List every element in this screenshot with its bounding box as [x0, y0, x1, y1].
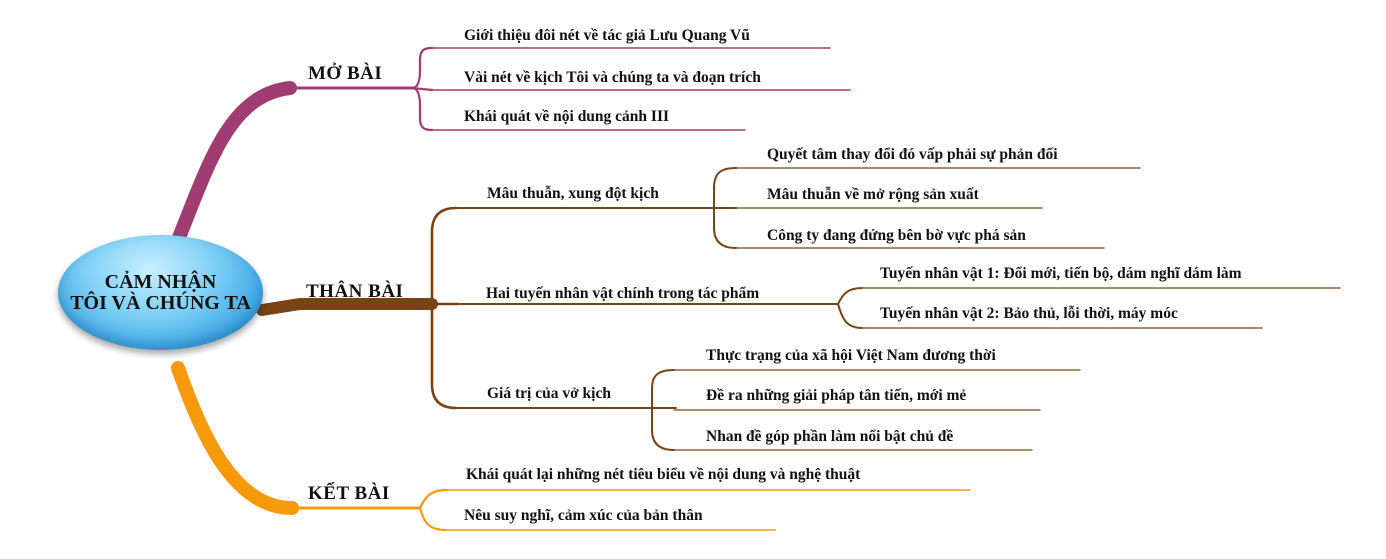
mo-bai-label: MỞ BÀI [308, 63, 383, 84]
than-bai-detail: Nhan đề góp phần làm nổi bật chủ đề [706, 428, 954, 445]
ket-bai-label: KẾT BÀI [308, 483, 390, 504]
than-bai-detail: Đề ra những giải pháp tân tiến, mới mẻ [706, 387, 967, 404]
mo-bai-main-branch [178, 88, 290, 240]
than-bai-sub-label: Mâu thuẫn, xung đột kịch [487, 185, 659, 202]
than-bai-sub-label: Giá trị của vở kịch [487, 385, 611, 402]
than-bai-connectors [262, 168, 1340, 450]
than-bai-detail: Quyết tâm thay đổi đó vấp phải sự phản đối [767, 146, 1058, 163]
than-bai-detail: Thực trạng của xã hội Việt Nam đương thời [706, 347, 996, 364]
sub3-fork [652, 370, 676, 450]
ket-bai-main-branch [178, 368, 292, 508]
than-bai-detail: Tuyến nhân vật 2: Bảo thủ, lỗi thời, máy móc [880, 305, 1178, 322]
than-bai-detail: Mâu thuẫn về mở rộng sản xuất [767, 186, 979, 203]
ket-bai-item: Nêu suy nghĩ, cảm xúc của bản thân [464, 507, 703, 524]
central-topic-line2: TÔI VÀ CHÚNG TA [70, 291, 251, 314]
than-bai-detail: Tuyến nhân vật 1: Đổi mới, tiến bộ, dám nghĩ dám làm [880, 265, 1242, 282]
sub2-fork [838, 288, 862, 328]
mo-bai-fork [412, 48, 432, 130]
ket-bai-fork [420, 490, 446, 530]
sub1-fork [714, 168, 736, 248]
mo-bai-item: Giới thiệu đôi nét về tác giả Lưu Quang Vũ [464, 27, 750, 44]
ket-bai-item: Khái quát lại những nét tiêu biểu về nội dung và nghệ thuật [466, 466, 861, 483]
than-bai-label: THÂN BÀI [306, 281, 404, 302]
than-bai-sub-label: Hai tuyến nhân vật chính trong tác phẩm [486, 285, 760, 302]
than-bai-detail: Công ty đang đứng bên bờ vực phá sản [767, 227, 1026, 244]
mo-bai-item: Vài nét về kịch Tôi và chúng ta và đoạn trích [464, 69, 761, 86]
mo-bai-item: Khái quát về nội dung cảnh III [464, 108, 670, 125]
than-bai-main-branch [262, 304, 432, 310]
central-topic-line1: CẢM NHẬN [104, 270, 217, 293]
central-topic-bubble [58, 235, 263, 350]
